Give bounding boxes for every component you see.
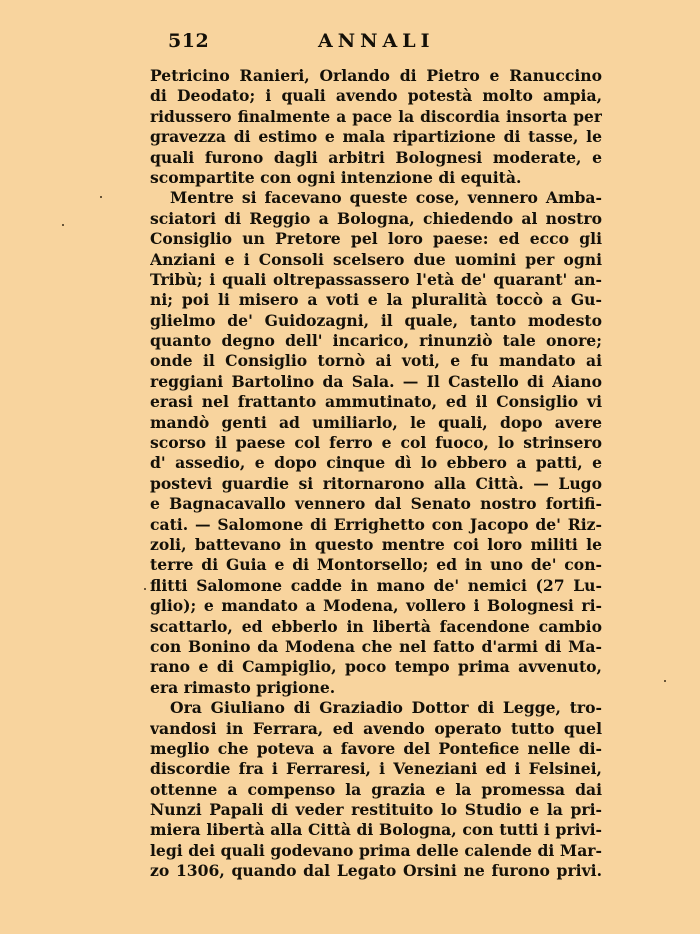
text-line: Nunzi Papali di veder restituito lo Studio e la pri- [150,800,602,820]
text-line: discordie fra i Ferraresi, i Veneziani ed i Felsinei, [150,759,602,779]
text-line: reggiani Bartolino da Sala. — Il Castello di Aiano [150,371,602,391]
text-line: d' assedio, e dopo cinque dì lo ebbero a patti, e [150,453,602,473]
text-line: miera libertà alla Città di Bologna, con tutti i privi- [150,820,602,840]
text-line: postevi guardie si ritornarono alla Città. — Lugo [150,473,602,493]
paper-speck [62,224,64,226]
text-line: mandò genti ad umiliarlo, le quali, dopo avere [150,412,602,432]
text-line: sciatori di Reggio a Bologna, chiedendo al nostro [150,208,602,228]
text-line: quali furono dagli arbitri Bolognesi moderate, e [150,147,602,167]
text-line: Ora Giuliano di Graziadio Dottor di Legge, tro- [170,698,602,718]
running-head [0,30,700,56]
text-line: ottenne a compenso la grazia e la promessa dai [150,779,602,799]
text-line: onde il Consiglio tornò ai voti, e fu mandato ai [150,351,602,371]
text-line: glio); e mandato a Modena, vollero i Bolognesi ri- [150,596,602,616]
text-line: era rimasto prigione. [150,677,336,697]
text-line: scompartite con ogni intenzione di equità. [150,167,522,187]
text-line: rano e di Campiglio, poco tempo prima avvenuto, [150,657,602,677]
text-line: quanto degno dell' incarico, rinunziò tale onore; [150,331,602,351]
text-line: vandosi in Ferrara, ed avendo operato tutto quel [150,718,602,738]
text-line: meglio che poteva a favore del Pontefice nelle di- [150,738,602,758]
text-line: gravezza di estimo e mala ripartizione di tasse, le [150,127,602,147]
text-line: con Bonino da Modena che nel fatto d'armi di Ma- [150,636,602,656]
text-line: flitti Salomone cadde in mano de' nemici (27 Lu- [150,575,602,595]
running-title: ANNALI [318,30,435,52]
text-line: ridussero finalmente a pace la discordia insorta per [150,107,602,126]
text-line: cati. — Salomone di Errighetto con Jacopo de' Riz- [150,514,602,534]
text-line: e Bagnacavallo vennero dal Senato nostro fortifi- [150,494,602,514]
text-line: Tribù; i quali oltrepassassero l'età de' quarant' an- [150,269,602,289]
page-number: 512 [168,30,210,52]
body-text [150,66,602,882]
paper-speck [100,196,102,198]
text-line: Petricino Ranieri, Orlando di Pietro e Ranuccino [150,66,602,85]
paper-speck [664,680,666,682]
text-line: terre di Guia e di Montorsello; ed in uno de' con- [150,555,602,575]
text-line: scorso il paese col ferro e col fuoco, lo strinsero [150,433,602,453]
text-line: legi dei quali godevano prima delle calende di Mar- [150,840,602,860]
text-line: Anziani e i Consoli scelsero due uomini per ogni [150,249,602,269]
text-line: di Deodato; i quali avendo potestà molto ampia, [150,86,602,106]
text-line: Mentre si facevano queste cose, vennero Amba- [170,188,602,208]
text-line: Consiglio un Pretore pel loro paese: ed ecco gli [150,229,602,249]
text-line: scattarlo, ed ebberlo in libertà facendone cambio [150,616,602,636]
paper-speck [144,588,146,590]
text-line: glielmo de' Guidozagni, il quale, tanto modesto [150,310,602,330]
text-line: erasi nel frattanto ammutinato, ed il Consiglio vi [150,392,602,412]
text-line: zoli, battevano in questo mentre coi loro militi le [150,534,602,554]
text-line: ni; poi li misero a voti e la pluralità toccò a Gu- [150,290,602,310]
text-line: zo 1306, quando dal Legato Orsini ne furono privi. [150,861,602,881]
